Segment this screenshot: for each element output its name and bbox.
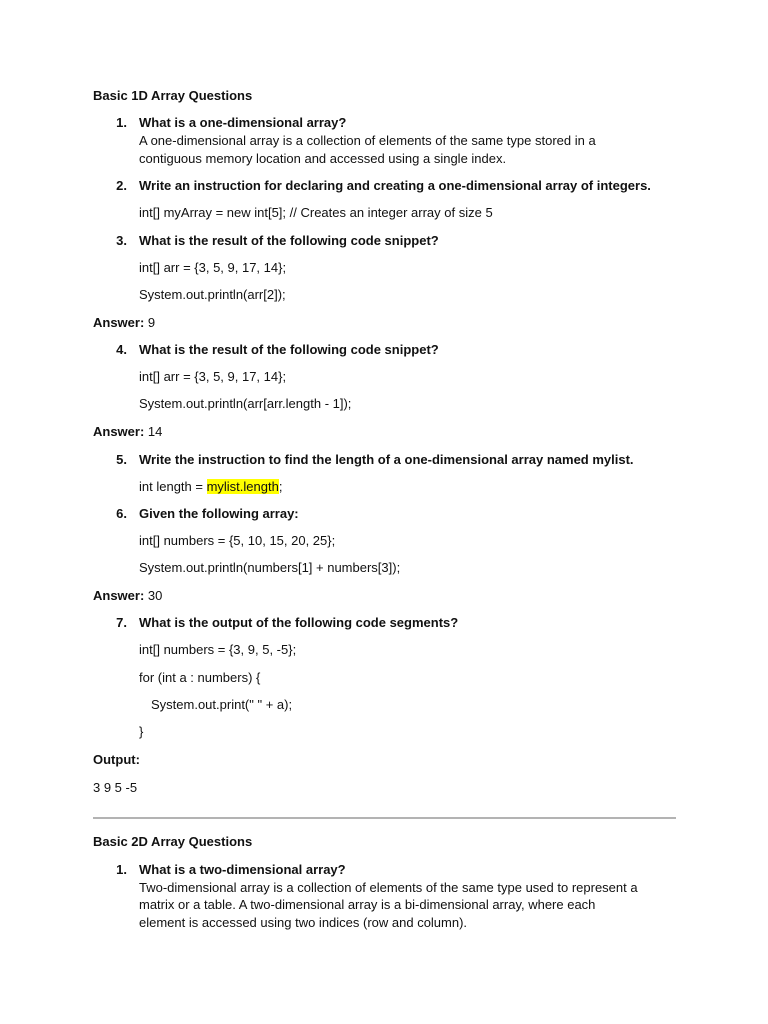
q3-question: What is the result of the following code snippet? bbox=[139, 233, 439, 248]
q4-answer bbox=[93, 423, 162, 440]
q3-number: 3. bbox=[116, 233, 127, 248]
answer-label: Answer: bbox=[93, 588, 145, 603]
q4-number: 4. bbox=[116, 342, 127, 357]
q2-code: int[] myArray = new int[5]; // Creates an integer array of size 5 bbox=[139, 205, 493, 220]
s2-q1-question: What is a two-dimensional array? bbox=[139, 862, 346, 877]
q7-number: 7. bbox=[116, 615, 127, 630]
q7-code-line: int[] numbers = {3, 9, 5, -5}; bbox=[139, 642, 297, 657]
q3-code-line: int[] arr = {3, 5, 9, 17, 14}; bbox=[139, 260, 287, 275]
q5-question: Write the instruction to find the length of a one-dimensional array named mylist. bbox=[139, 452, 634, 467]
q1-question: What is a one-dimensional array? bbox=[139, 115, 347, 130]
q1-answer-line: contiguous memory location and accessed using a single index. bbox=[139, 151, 507, 166]
q1-number: 1. bbox=[116, 115, 127, 130]
s2-q1-answer-line: element is accessed using two indices (row and column). bbox=[139, 915, 468, 930]
section-heading-1d: Basic 1D Array Questions bbox=[93, 88, 253, 103]
s2-q1-answer-line: matrix or a table. A two-dimensional array is a bi-dimensional array, where each bbox=[139, 897, 596, 912]
s2-q1-answer-line: Two-dimensional array is a collection of elements of the same type used to represent a bbox=[139, 880, 638, 895]
q6-code-line: int[] numbers = {5, 10, 15, 20, 25}; bbox=[139, 533, 336, 548]
section-divider bbox=[93, 817, 676, 819]
q7-output-label: Output: bbox=[93, 752, 140, 767]
q7-question: What is the output of the following code segments? bbox=[139, 615, 459, 630]
q5-number: 5. bbox=[116, 452, 127, 467]
q2-number: 2. bbox=[116, 178, 127, 193]
q4-code-line: System.out.println(arr[arr.length - 1]); bbox=[139, 396, 352, 411]
code-text: ; bbox=[278, 479, 283, 494]
highlighted-code: mylist.length bbox=[206, 479, 279, 494]
answer-value: 30 bbox=[144, 588, 163, 603]
q6-code-line: System.out.println(numbers[1] + numbers[3]); bbox=[139, 560, 401, 575]
code-text: int length = bbox=[139, 479, 207, 494]
q6-answer bbox=[93, 587, 162, 604]
q5-code bbox=[139, 478, 282, 495]
q4-question: What is the result of the following code snippet? bbox=[139, 342, 439, 357]
q6-number: 6. bbox=[116, 506, 127, 521]
q3-code-line: System.out.println(arr[2]); bbox=[139, 287, 286, 302]
answer-value: 9 bbox=[144, 315, 156, 330]
q7-code-line: System.out.print(" " + a); bbox=[151, 697, 293, 712]
answer-value: 14 bbox=[144, 424, 163, 439]
q6-question: Given the following array: bbox=[139, 506, 299, 521]
q3-answer bbox=[93, 314, 155, 331]
section-heading-2d: Basic 2D Array Questions bbox=[93, 834, 253, 849]
s2-q1-number: 1. bbox=[116, 862, 127, 877]
q7-code-line: for (int a : numbers) { bbox=[139, 670, 261, 685]
q2-question: Write an instruction for declaring and creating a one-dimensional array of integers. bbox=[139, 178, 651, 193]
q7-output-value: 3 9 5 -5 bbox=[93, 780, 138, 795]
answer-label: Answer: bbox=[93, 315, 145, 330]
q4-code-line: int[] arr = {3, 5, 9, 17, 14}; bbox=[139, 369, 287, 384]
answer-label: Answer: bbox=[93, 424, 145, 439]
q1-answer-line: A one-dimensional array is a collection of elements of the same type stored in a bbox=[139, 133, 596, 148]
q7-code-line: } bbox=[139, 724, 144, 739]
